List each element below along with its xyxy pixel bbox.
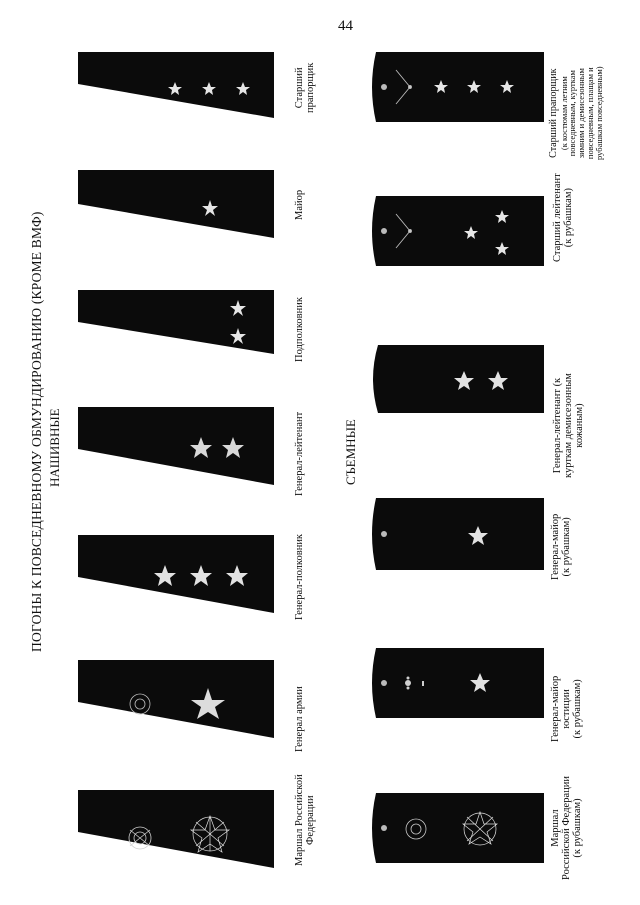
- removable-board-senior-warrant-officer: [368, 52, 544, 122]
- shoulder-board-colonel-general: [78, 535, 274, 613]
- page-title: ПОГОНЫ К ПОВСЕДНЕВНОМУ ОБМУНДИРОВАНИЮ (КРОМЕ ВМФ): [29, 211, 44, 652]
- shoulder-board-general-army: [78, 660, 274, 738]
- removable-board-lieutenant-general: [368, 345, 544, 413]
- label-colonel-general: Генерал-полковник: [294, 533, 305, 620]
- removable-board-major-general-justice: [368, 648, 544, 718]
- shoulder-board-major: [78, 170, 274, 238]
- label-removable-senior-lieutenant: Старший лейтенант (к рубашкам): [552, 173, 575, 262]
- shoulder-board-lieutenant-colonel: [78, 290, 274, 354]
- label-senior-warrant-officer: Старший прапорщик: [294, 62, 317, 113]
- button-icon: [381, 531, 387, 537]
- button-icon: [381, 84, 387, 90]
- shoulder-board-marshal: [78, 790, 274, 868]
- removable-board-senior-lieutenant: [368, 196, 544, 266]
- label-lieutenant-colonel: Подполковник: [294, 297, 305, 362]
- label-lieutenant-general: Генерал-лейтенант: [294, 411, 305, 496]
- label-removable-marshal: Маршал Российской Федерации (к рубашкам): [550, 776, 584, 880]
- page-number: 44: [338, 18, 353, 34]
- label-marshal: Маршал Российской Федерации: [294, 774, 317, 866]
- removable-board-marshal: [368, 793, 544, 863]
- section-sewn-heading: НАШИВНЫЕ: [47, 408, 62, 487]
- shoulder-board-senior-warrant-officer: [78, 52, 274, 118]
- section-removable-heading: СЪЕМНЫЕ: [343, 419, 358, 485]
- label-removable-major-general: Генерал-майор (к рубашкам): [550, 513, 573, 580]
- label-removable-major-general-justice: Генерал-майор юстиции (к рубашкам): [550, 675, 584, 742]
- label-removable-senior-warrant-officer: Старший прапорщик (к костюмам летним повседневным, курткам зимним и демисезонным повседневным, плащам и рубашкам повседневным): [548, 66, 605, 160]
- button-icon: [381, 228, 387, 234]
- shoulder-board-lieutenant-general: [78, 407, 274, 485]
- removable-board-major-general: [368, 498, 544, 570]
- button-icon: [381, 825, 387, 831]
- label-major: Майор: [294, 189, 305, 220]
- label-general-army: Генерал армии: [294, 686, 305, 752]
- button-icon: [381, 680, 387, 686]
- label-removable-lieutenant-general: Генерал-лейтенант (к курткам демисезонным кожаным): [552, 373, 586, 478]
